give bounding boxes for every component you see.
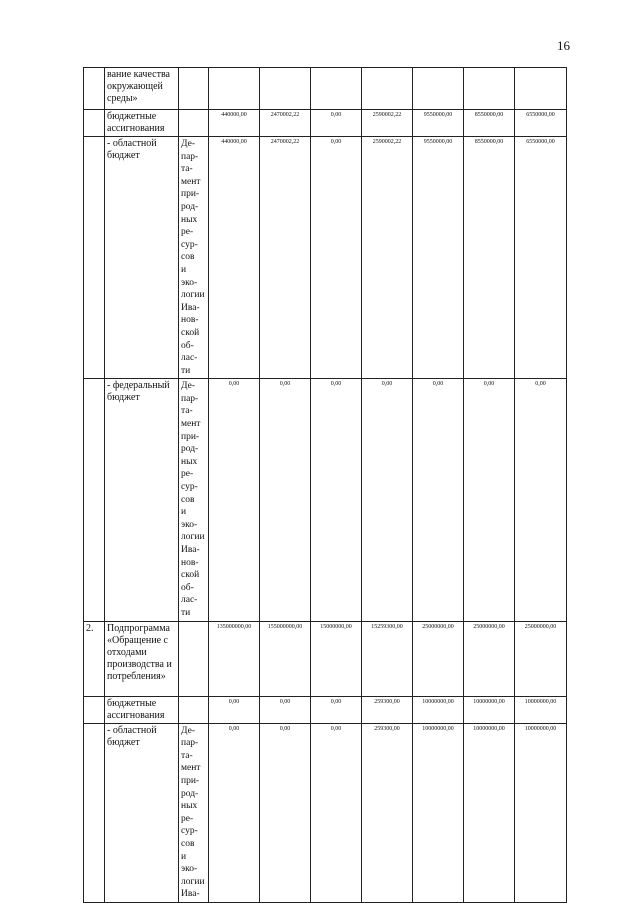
row-name: вание качества окружающей среды»: [105, 68, 179, 110]
row-name: бюджетные ассигнования: [105, 696, 179, 723]
value-cell: 0,00: [260, 379, 311, 621]
executor-line: ре-: [181, 813, 194, 824]
executor-line: эко-: [181, 519, 198, 530]
executor-line: Ива-: [181, 302, 200, 313]
executor-line: и: [181, 264, 187, 275]
value-cell: 155000000,00: [260, 621, 311, 696]
executor-line: Де-: [181, 381, 195, 392]
value-cell: 6550000,00: [515, 110, 567, 137]
value-cell: 15000000,00: [311, 621, 362, 696]
value-cell: 10000000,00: [464, 696, 515, 723]
executor-line: ской: [181, 570, 200, 581]
value-cell: [260, 68, 311, 110]
value-cell: 10000000,00: [413, 696, 464, 723]
value-cell: 25000000,00: [413, 621, 464, 696]
value-cell: 440000,00: [209, 137, 260, 379]
executor-line: та-: [181, 406, 193, 417]
row-number: 2.: [84, 621, 105, 696]
value-cell: 9550000,00: [413, 137, 464, 379]
value-cell: 10000000,00: [464, 723, 515, 902]
value-cell: 0,00: [311, 110, 362, 137]
row-executor: [179, 696, 209, 723]
value-cell: [311, 68, 362, 110]
value-cell: 0,00: [311, 696, 362, 723]
row-executor: [179, 379, 209, 621]
value-cell: 0,00: [209, 379, 260, 621]
value-cell: [413, 68, 464, 110]
executor-line: мент: [181, 176, 201, 187]
executor-line: пар-: [181, 393, 199, 404]
executor-line: при-: [181, 189, 200, 200]
executor-line: та-: [181, 164, 193, 175]
executor-line: эко-: [181, 277, 198, 288]
executor-line: лас-: [181, 353, 198, 364]
executor-line: род-: [181, 444, 199, 455]
row-executor: [179, 621, 209, 696]
executor-line: эко-: [181, 864, 198, 875]
executor-line: сов: [181, 252, 195, 263]
executor-line: нов-: [181, 557, 199, 568]
value-cell: 2470002,22: [260, 110, 311, 137]
value-cell: 25000000,00: [515, 621, 567, 696]
executor-line: при-: [181, 775, 200, 786]
value-cell: 0,00: [311, 379, 362, 621]
value-cell: 10000000,00: [515, 696, 567, 723]
executor-line: пар-: [181, 151, 199, 162]
executor-line: и: [181, 507, 187, 518]
value-cell: 6550000,00: [515, 137, 567, 379]
value-cell: [515, 68, 567, 110]
value-cell: 0,00: [362, 379, 413, 621]
value-cell: 2590002,22: [362, 110, 413, 137]
row-number: [84, 696, 105, 723]
executor-line: сов: [181, 494, 195, 505]
executor-line: ных: [181, 214, 198, 225]
executor-line: та-: [181, 750, 193, 761]
row-executor: [179, 137, 209, 379]
value-cell: 10000000,00: [413, 723, 464, 902]
executor-line: мент: [181, 419, 201, 430]
value-cell: 0,00: [311, 723, 362, 902]
executor-line: логии: [181, 532, 205, 543]
row-executor: [179, 110, 209, 137]
value-cell: 259300,00: [362, 696, 413, 723]
page-number: 16: [557, 38, 570, 53]
row-name: бюджетные ассигнования: [105, 110, 179, 137]
executor-line: Де-: [181, 139, 195, 149]
value-cell: 2470002,22: [260, 137, 311, 379]
executor-line: ской: [181, 327, 200, 338]
value-cell: 25000000,00: [464, 621, 515, 696]
table-row: [84, 68, 567, 110]
row-number: [84, 723, 105, 902]
row-executor: [179, 723, 209, 902]
row-number: [84, 68, 105, 110]
executor-line: Ива-: [181, 889, 200, 900]
executor-line: сур-: [181, 826, 198, 837]
executor-line: об-: [181, 582, 194, 593]
row-executor: [179, 68, 209, 110]
value-cell: [464, 68, 515, 110]
executor-line: логии: [181, 290, 205, 301]
table-row: [84, 621, 567, 696]
value-cell: 0,00: [464, 379, 515, 621]
row-name: Подпрограмма «Обращение с отходами производства и потребления»: [105, 621, 179, 696]
table-row: [84, 110, 567, 137]
table-row: [84, 379, 567, 621]
executor-line: Де-: [181, 725, 195, 736]
budget-table: [83, 67, 567, 903]
value-cell: 2590002,22: [362, 137, 413, 379]
executor-line: род-: [181, 788, 199, 799]
executor-line: при-: [181, 431, 200, 442]
value-cell: 135000000,00: [209, 621, 260, 696]
executor-line: ти: [181, 365, 191, 376]
row-number: [84, 110, 105, 137]
executor-line: пар-: [181, 738, 199, 749]
table-row: [84, 723, 567, 902]
executor-line: логии: [181, 876, 205, 887]
executor-line: и: [181, 851, 187, 862]
row-name: - федеральный бюджет: [105, 379, 179, 621]
row-number: [84, 379, 105, 621]
executor-line: сур-: [181, 482, 198, 493]
value-cell: [209, 68, 260, 110]
value-cell: 440000,00: [209, 110, 260, 137]
executor-line: об-: [181, 340, 194, 351]
row-number: [84, 137, 105, 379]
executor-line: лас-: [181, 595, 198, 606]
executor-line: Ива-: [181, 545, 200, 555]
executor-line: род-: [181, 201, 199, 212]
executor-line: ти: [181, 607, 191, 618]
value-cell: 8550000,00: [464, 110, 515, 137]
value-cell: 0,00: [260, 723, 311, 902]
value-cell: 0,00: [311, 137, 362, 379]
row-name: - областной бюджет: [105, 723, 179, 902]
executor-line: ре-: [181, 227, 194, 238]
executor-line: нов-: [181, 315, 199, 326]
executor-line: ре-: [181, 469, 194, 480]
value-cell: [362, 68, 413, 110]
value-cell: 0,00: [515, 379, 567, 621]
row-name: - областной бюджет: [105, 137, 179, 379]
value-cell: 0,00: [413, 379, 464, 621]
value-cell: 10000000,00: [515, 723, 567, 902]
value-cell: 0,00: [209, 723, 260, 902]
value-cell: 15259300,00: [362, 621, 413, 696]
value-cell: 259300,00: [362, 723, 413, 902]
value-cell: 0,00: [209, 696, 260, 723]
executor-line: ных: [181, 801, 198, 812]
executor-line: ных: [181, 456, 198, 467]
value-cell: 0,00: [260, 696, 311, 723]
value-cell: 8550000,00: [464, 137, 515, 379]
executor-line: мент: [181, 763, 201, 774]
table-row: [84, 696, 567, 723]
executor-line: сур-: [181, 239, 198, 250]
table-row: [84, 137, 567, 379]
value-cell: 9550000,00: [413, 110, 464, 137]
executor-line: сов: [181, 838, 195, 849]
